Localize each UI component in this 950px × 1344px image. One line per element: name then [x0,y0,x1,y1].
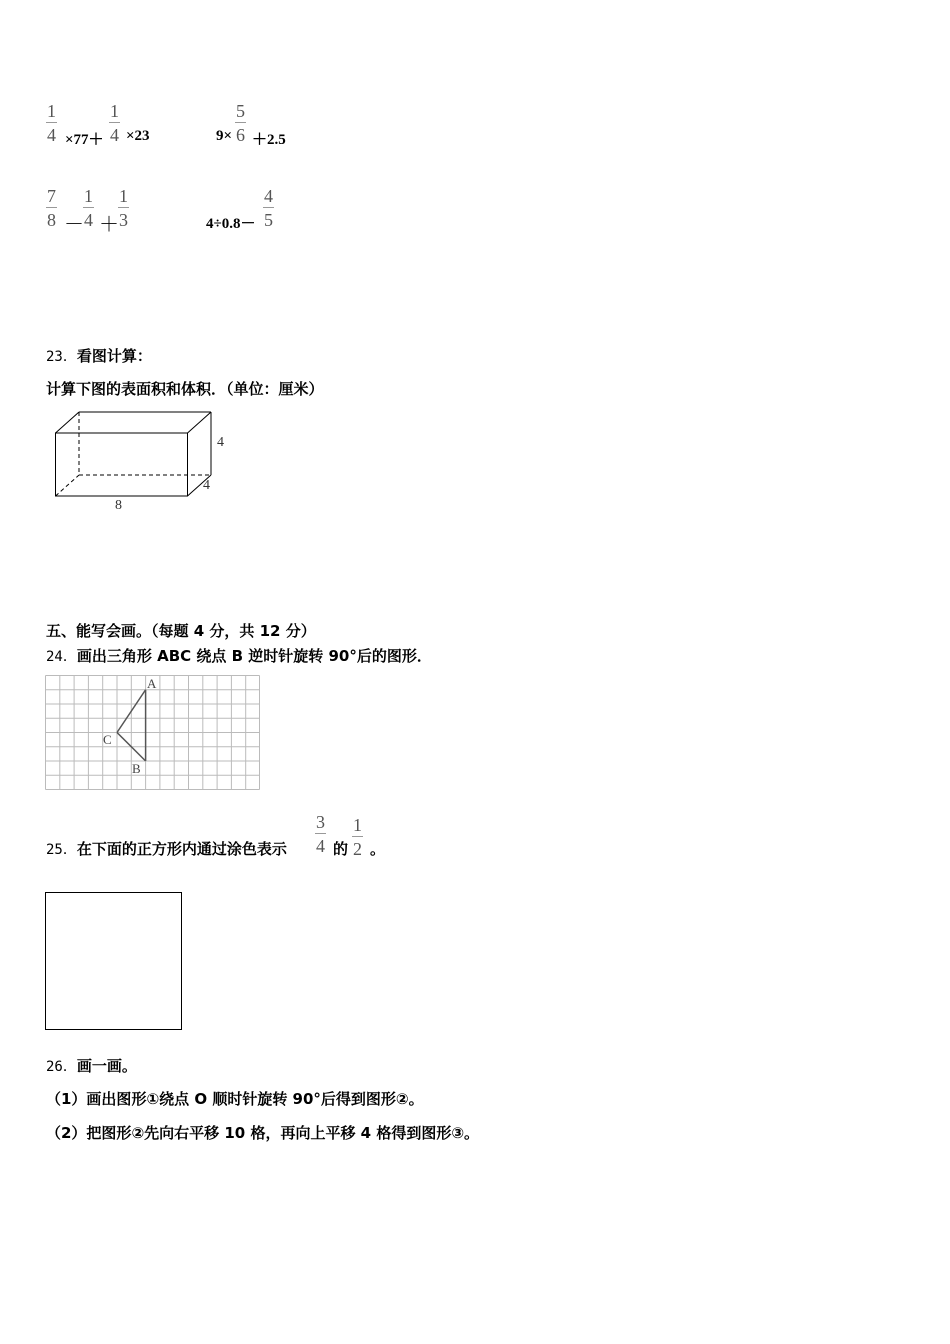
fraction-1-3: $\frac{1}{3}$ [119,186,128,230]
plus-sign: ＋ [99,214,119,236]
q26-heading [46,1055,137,1076]
q26-item-2: （2）把图形②先向右平移 10 格，再向上平移 4 格得到图形③。 [46,1124,480,1142]
question-number: 26． [46,1059,77,1075]
q24-text: 画出三角形 ABC 绕点 B 逆时针旋转 90°后的图形． [76,647,432,665]
question-number: 23． [46,349,77,365]
fraction-5-6: $\frac{5}{6}$ [236,101,245,145]
q24-heading [46,645,432,666]
expr-text: 4÷0.8－ [206,216,256,232]
q23-title: 看图计算： [76,347,152,365]
vertex-c-label: C [103,732,112,747]
expr-text: ＋2.5 [252,132,286,148]
vertex-a-label: A [147,676,157,691]
expr-text: 9× [216,128,233,144]
fraction-3-4: $\frac{3}{4}$ [316,812,325,856]
expr-text: ×77＋ [65,132,104,148]
fraction-1-2: $\frac{1}{2}$ [353,815,362,859]
expr-text: ×23 [126,128,150,144]
section-header: 五、能写会画。（每题 4 分，共 12 分） [46,622,316,640]
square-drawing-area[interactable] [45,892,182,1030]
minus-sign: － [64,214,84,236]
grid-diagram [45,675,261,791]
q26-title: 画一画。 [76,1057,137,1075]
q23-heading [46,345,152,366]
length-label: 8 [115,498,122,513]
q25-end: 。 [370,840,386,858]
q23-instruction: 计算下图的表面积和体积．（单位：厘米） [46,380,324,398]
fraction-1-4: $\frac{1}{4}$ [110,101,119,145]
width-label: 4 [203,478,210,493]
question-number: 24． [46,649,77,665]
vertex-b-label: B [132,761,141,776]
q26-item-1: （1）画出图形①绕点 O 顺时针旋转 90°后得到图形②。 [46,1090,424,1108]
fraction-7-8: $\frac{7}{8}$ [47,186,56,230]
cuboid-diagram [40,400,240,520]
q25-text: 在下面的正方形内通过涂色表示 [76,840,287,858]
q25-heading [46,838,287,859]
fraction-1-4: $\frac{1}{4}$ [84,186,93,230]
q25-of: 的 [333,840,349,858]
fraction-4-5: $\frac{4}{5}$ [264,186,273,230]
height-label: 4 [217,435,224,450]
question-number: 25． [46,842,77,858]
fraction-1-4: $\frac{1}{4}$ [47,101,56,145]
